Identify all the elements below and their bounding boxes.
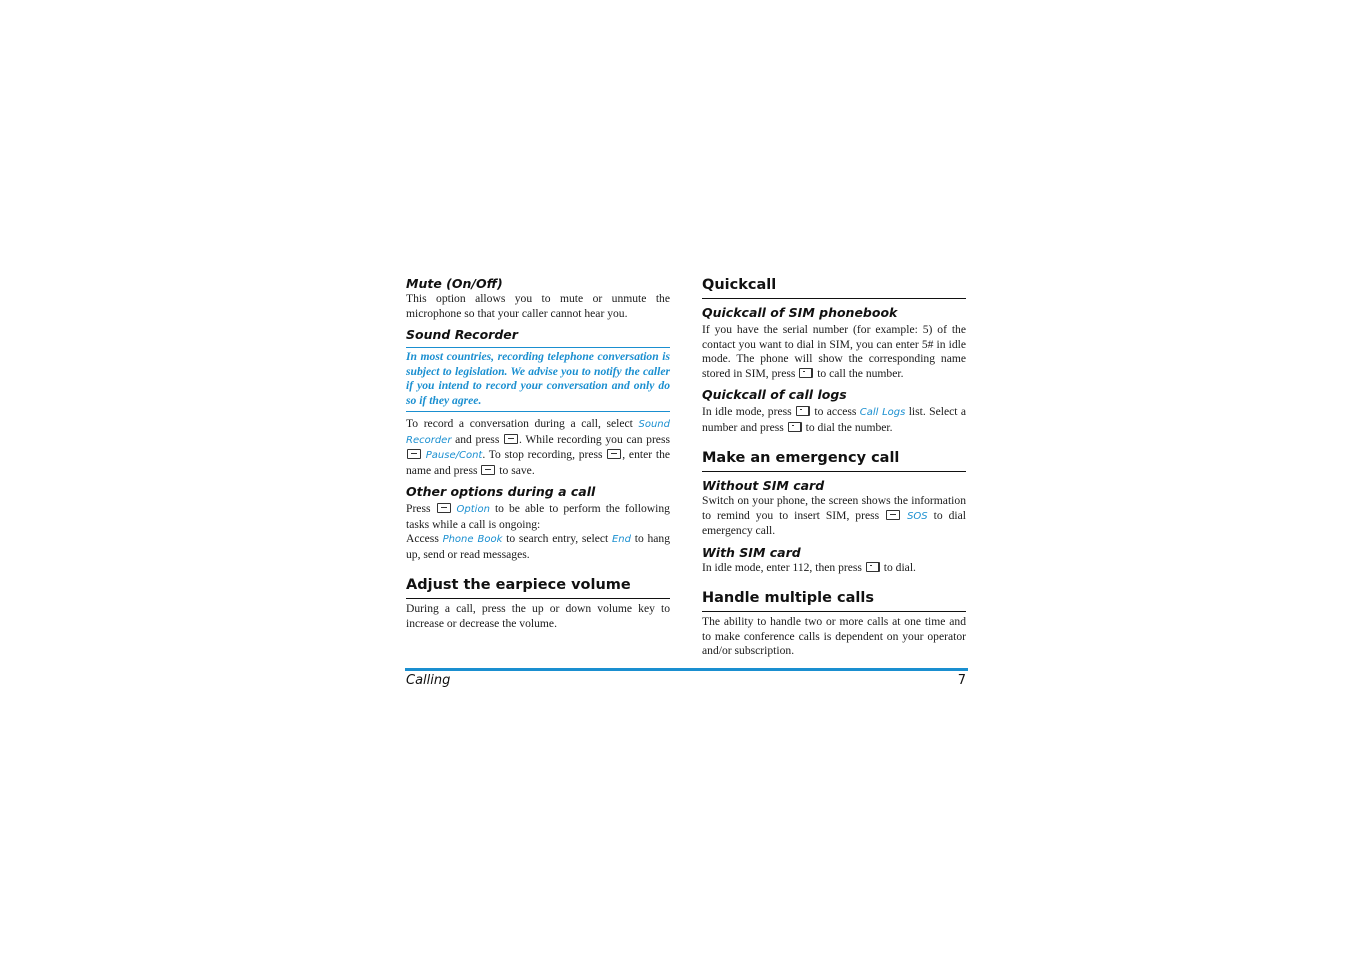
with-sim-heading: With SIM card (702, 544, 801, 560)
with-sim-paragraph: In idle mode, enter 112, then press to dial. (702, 560, 916, 574)
call-key-icon (866, 562, 880, 572)
soft-key-icon (407, 449, 421, 459)
without-sim-heading: Without SIM card (702, 478, 825, 493)
call-key-icon (788, 422, 802, 432)
right-column (702, 276, 966, 659)
soft-key-icon (886, 510, 900, 520)
emergency-heading: Make an emergency call (702, 449, 966, 472)
quickcall-sim-heading: Quickcall of SIM phonebook (702, 305, 898, 320)
volume-body: During a call, press the up or down volume key to increase or decrease the volume. (406, 602, 670, 630)
soft-key-icon (481, 465, 495, 475)
link-end: End (611, 534, 631, 545)
soft-key-icon (607, 449, 621, 459)
other-options-paragraph: Press Option to be able to perform the following tasks while a call is ongoing: (406, 502, 670, 531)
multiple-calls-body: The ability to handle two or more calls at one time and to make conference calls is dependent on your operator and/or subscription. (702, 615, 966, 657)
without-sim-paragraph: Switch on your phone, the screen shows the information to remind you to insert SIM, press SOS to dial emergency call. (702, 494, 966, 537)
legal-note (406, 347, 670, 412)
page-number: 7 (957, 673, 966, 688)
volume-heading: Adjust the earpiece volume (406, 576, 670, 599)
link-sos: SOS (907, 510, 928, 522)
soft-key-icon (504, 434, 518, 444)
link-call-logs: Call Logs (859, 407, 906, 418)
other-options-heading: Other options during a call (406, 484, 596, 499)
link-pause-cont: Pause/Cont (425, 450, 483, 461)
link-phone-book: Phone Book (442, 534, 503, 545)
footer-divider (405, 668, 968, 671)
record-paragraph: To record a conversation during a call, select Sound Recorder and press . While recording you can press Pause/Cont. To stop recording, press , enter the name and press to save. (406, 417, 671, 477)
quickcall-sim-paragraph: If you have the serial number (for example: 5) of the contact you want to dial in SIM, you can enter 5# in idle mode. The phone will show the corresponding name stored in SIM, press to call the number. (702, 323, 966, 380)
quickcall-logs-heading: Quickcall of call logs (702, 387, 847, 402)
mute-body: This option allows you to mute or unmute the microphone so that your caller cannot hear you. (406, 292, 670, 320)
call-key-icon (799, 368, 813, 378)
access-paragraph: Access Phone Book to search entry, select End to hang up, send or read messages. (406, 532, 670, 561)
soft-key-icon (437, 503, 451, 513)
link-option: Option (456, 504, 490, 515)
sound-recorder-heading: Sound Recorder (406, 327, 518, 342)
quickcall-heading: Quickcall (702, 276, 966, 299)
footer-section-title: Calling (406, 673, 451, 688)
mute-heading: Mute (On/Off) (406, 276, 503, 291)
call-key-icon (796, 406, 810, 416)
multiple-calls-heading: Handle multiple calls (702, 589, 966, 612)
quickcall-logs-paragraph: In idle mode, press to access Call Logs list. Select a number and press to dial the number. (702, 405, 966, 434)
legal-note-text: In most countries, recording telephone conversation is subject to legislation. We advise you to notify the caller if you intend to record your conversation and only do so if they agree. (406, 350, 670, 407)
link-sound-recorder: Sound Recorder (406, 419, 670, 446)
left-column (406, 276, 670, 631)
